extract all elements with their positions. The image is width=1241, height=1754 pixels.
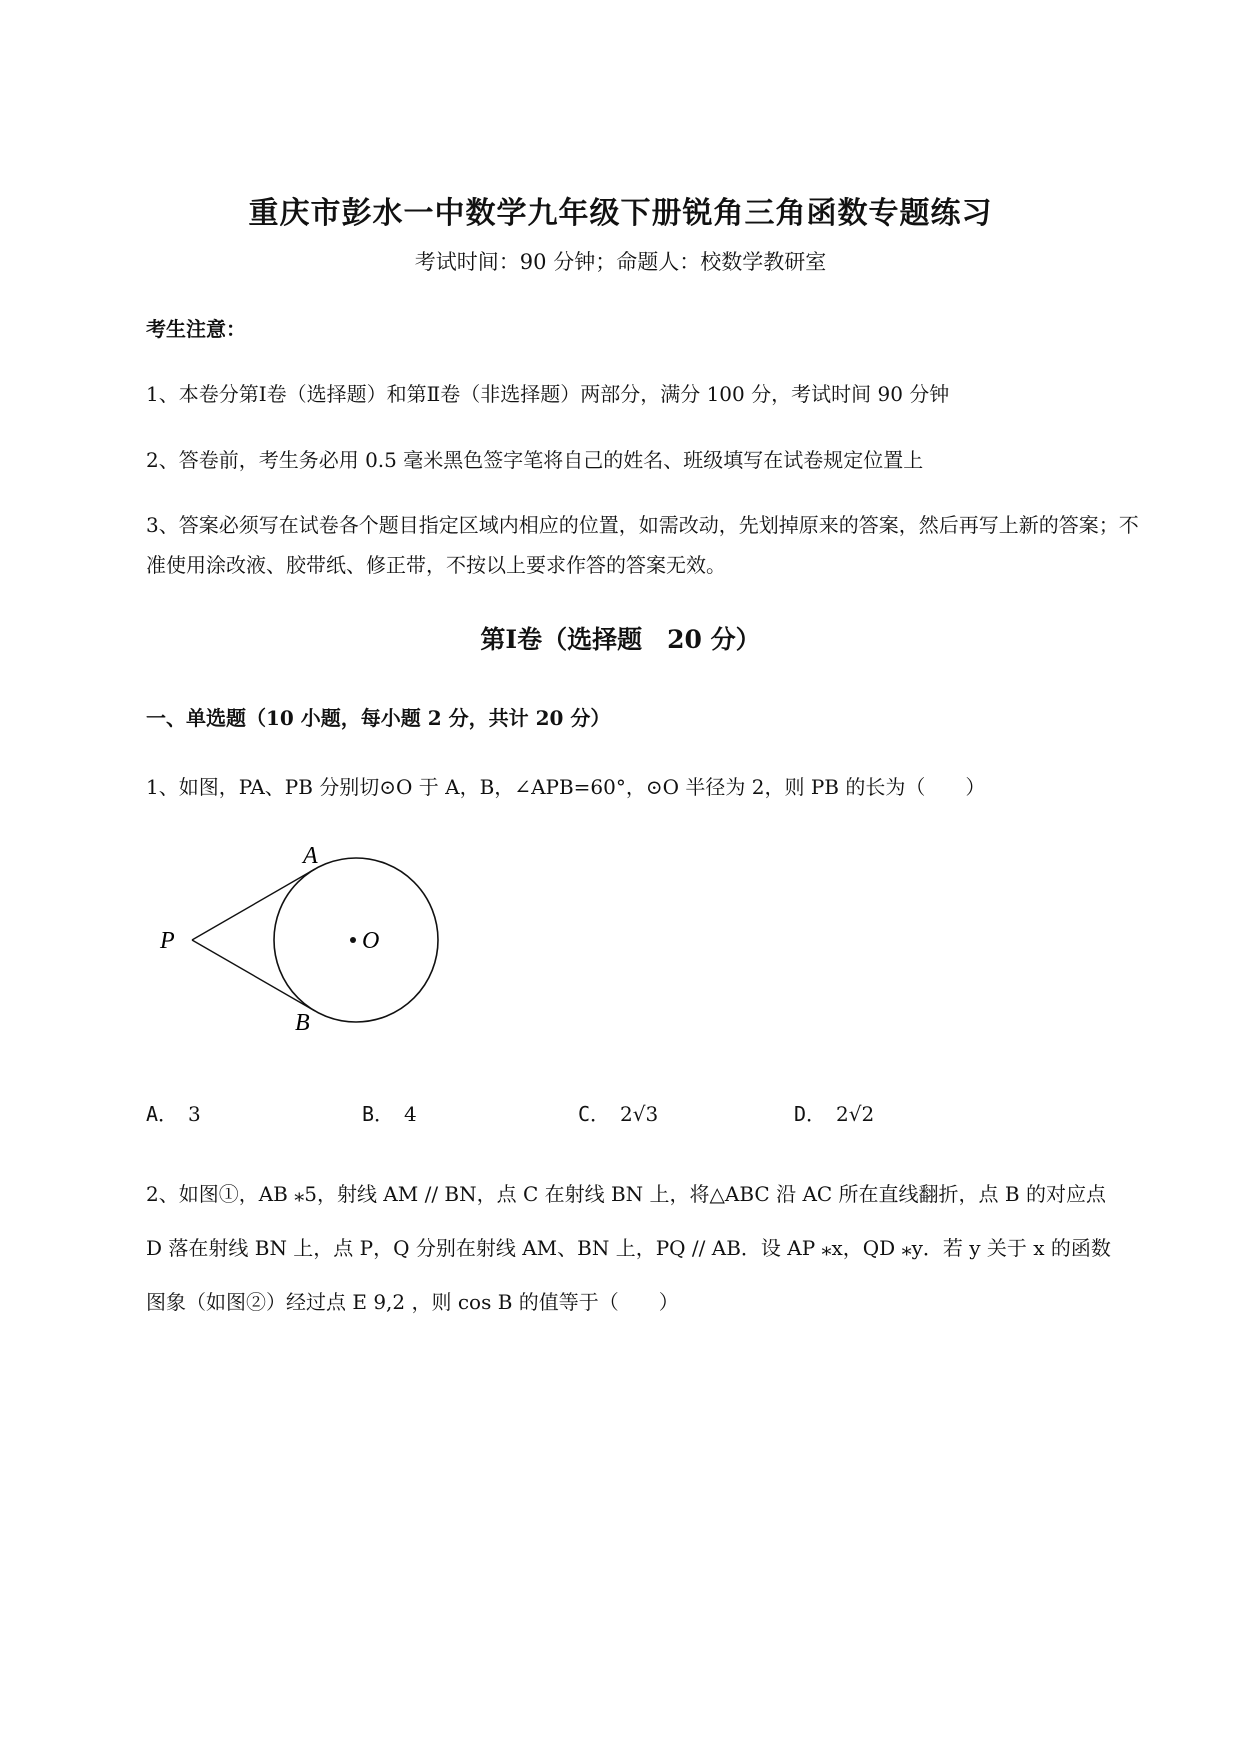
label-o: O	[362, 928, 380, 954]
option-a-value: 3	[188, 1102, 201, 1126]
tangent-pa	[192, 869, 315, 940]
page-title: 重庆市彭水一中数学九年级下册锐角三角函数专题练习	[248, 196, 993, 231]
tangent-pb	[192, 940, 315, 1011]
notice-item-2: 2、答卷前，考生务必用 0.5 毫米黑色签字笔将自己的姓名、班级填写在试卷规定位置上	[146, 448, 924, 472]
tangent-circle-figure	[150, 830, 450, 1040]
section-title: 第Ⅰ卷（选择题 20 分）	[480, 625, 761, 654]
option-d-value: 2√2	[836, 1102, 875, 1126]
question-2-line-3: 图象（如图②）经过点 E 9,2 ，则 cos B 的值等于（ ）	[146, 1290, 679, 1314]
center-dot	[350, 937, 356, 943]
notice-item-3: 3、答案必须写在试卷各个题目指定区域内相应的位置，如需改动，先划掉原来的答案，然后再写上新的答案；不准使用涂改液、胶带纸、修正带，不按以上要求作答的答案无效。	[146, 513, 1139, 577]
label-b: B	[295, 1010, 310, 1036]
notice-item-1: 1、本卷分第Ⅰ卷（选择题）和第Ⅱ卷（非选择题）两部分，满分 100 分，考试时间 90 分钟	[146, 382, 950, 406]
label-p: P	[160, 928, 175, 954]
option-c-value: 2√3	[620, 1102, 659, 1126]
part-title: 一、单选题（10 小题，每小题 2 分，共计 20 分）	[146, 706, 611, 730]
question-1-text: 1、如图，PA、PB 分别切⊙O 于 A，B，∠APB=60°，⊙O 半径为 2，则 PB 的长为（ ）	[146, 775, 986, 799]
option-b-label: B．	[362, 1102, 395, 1126]
question-2-line-1: 2、如图①，AB ⁎5，射线 AM // BN，点 C 在射线 BN 上，将△ABC 沿 AC 所在直线翻折，点 B 的对应点	[146, 1182, 1106, 1206]
option-c[interactable]	[578, 1098, 658, 1127]
option-b[interactable]	[362, 1098, 417, 1127]
option-a-label: A．	[146, 1102, 179, 1126]
question-2-line-2: D 落在射线 BN 上，点 P，Q 分别在射线 AM、BN 上，PQ // AB．设 AP ⁎x，QD ⁎y．若 y 关于 x 的函数	[146, 1236, 1111, 1260]
option-a[interactable]	[146, 1098, 201, 1127]
notice-heading: 考生注意：	[146, 317, 246, 341]
option-d[interactable]	[794, 1098, 874, 1127]
label-a: A	[303, 843, 318, 869]
option-d-label: D．	[794, 1102, 827, 1126]
option-b-value: 4	[404, 1102, 417, 1126]
exam-info: 考试时间：90 分钟；命题人：校数学教研室	[414, 250, 827, 274]
option-c-label: C．	[578, 1102, 611, 1126]
